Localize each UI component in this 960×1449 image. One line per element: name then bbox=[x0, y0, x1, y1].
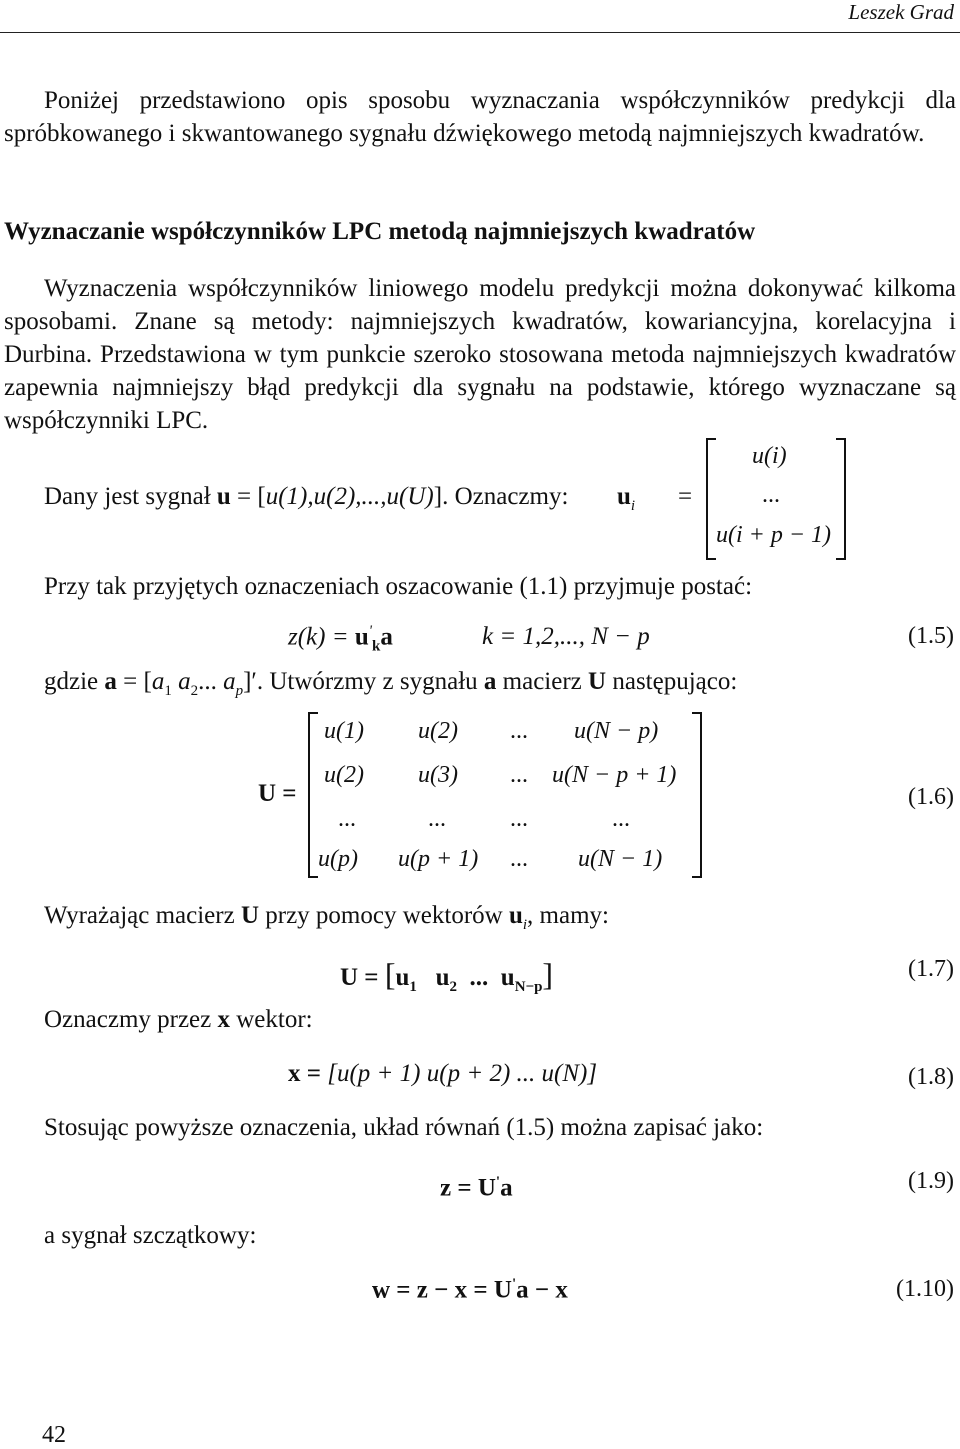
matrix-cell: u(N − p) bbox=[574, 718, 659, 744]
sub: 1 bbox=[164, 683, 172, 699]
matrix-cell: ... bbox=[510, 762, 528, 788]
intro-paragraph: Poniżej przedstawiono opis sposobu wyznaczania współczynników predykcji dla spróbkowanego i skwantowanego sygnału dźwiękowego metodą najmniejszych kwadratów. bbox=[4, 87, 956, 147]
bold-u: u bbox=[508, 902, 523, 929]
matrix-cell: u(3) bbox=[418, 762, 458, 788]
sygnal-line: a sygnał szczątkowy: bbox=[44, 1222, 257, 1249]
wyrazajac-line bbox=[44, 902, 609, 934]
text-fragment: = [ bbox=[116, 668, 152, 695]
text-fragment: Wyrażając macierz bbox=[44, 902, 241, 929]
ap: a bbox=[223, 668, 236, 695]
matrix-cell: u(2) bbox=[324, 762, 364, 788]
vector-entry: u(i) bbox=[752, 443, 787, 469]
paragraph-methods: Wyznaczenia współczynników liniowego modelu predykcji można dokonywać kilkoma sposobami. Znane są metody: najmniejszych kwadratów, kowariancyjna, korelacyjna i Durbina. Przedstawiona w tym punkcie szeroko stosowana metoda najmniejszych kwadratów zapewnia najmniejszy błąd predykcji dla sygnału na podstawie, którego wyznaczane są współczynniki LPC. bbox=[4, 275, 956, 434]
ui-label bbox=[617, 483, 635, 515]
eq-lhs: U = bbox=[340, 964, 379, 991]
eq-lhs: z(k) = bbox=[288, 623, 355, 651]
right-bracket bbox=[692, 712, 702, 878]
eq-lhs: x = bbox=[288, 1060, 321, 1087]
column-vector: u bbox=[395, 964, 410, 991]
bold-u: u bbox=[617, 483, 631, 510]
left-bracket bbox=[706, 438, 716, 560]
eq-1-7: $U = [u_1$ $u_2$ ... $u_{N-p}$] bbox=[340, 956, 554, 995]
vector-entry: u(i + p − 1) bbox=[716, 522, 832, 548]
bold-a: a bbox=[380, 623, 393, 651]
page-number: 42 bbox=[42, 1422, 66, 1448]
section-title: Wyznaczanie współczynników LPC metodą najmniejszych kwadratów bbox=[4, 218, 756, 245]
matrix-cell: u(1) bbox=[324, 718, 364, 744]
subscript-i: i bbox=[522, 917, 528, 933]
eq-lhs: w = z − x = U bbox=[372, 1276, 512, 1304]
prime: ' bbox=[495, 1174, 501, 1190]
paragraph-przy: Przy tak przyjętych oznaczeniach oszacowanie (1.1) przyjmuje postać: bbox=[44, 573, 753, 600]
text-fragment: , mamy: bbox=[527, 902, 609, 929]
eq-1-9 bbox=[440, 1174, 513, 1202]
signal-sequence: u(1),u(2),...,u(U) bbox=[265, 483, 434, 510]
equation-number: (1.9) bbox=[908, 1168, 954, 1194]
eq-lhs: z = bbox=[440, 1174, 478, 1202]
eq-rest: a − x bbox=[516, 1276, 568, 1304]
running-header: Leszek Grad bbox=[848, 0, 954, 24]
header-rule bbox=[0, 32, 960, 33]
text-fragment: przy pomocy wektorów bbox=[259, 902, 509, 929]
dots: ... bbox=[198, 668, 224, 695]
eq-1-5 bbox=[288, 623, 393, 655]
matrix-cell: ... bbox=[428, 806, 446, 832]
matrix-cell: ... bbox=[510, 806, 528, 832]
equals-sign: = bbox=[678, 483, 693, 510]
equation-number: (1.6) bbox=[908, 784, 954, 810]
prime: ' bbox=[368, 623, 372, 639]
matrix-U-label: U = bbox=[258, 780, 297, 807]
matrix-cell: ... bbox=[510, 718, 528, 744]
a1: a bbox=[151, 668, 165, 695]
column-vector: u bbox=[435, 964, 450, 991]
stosujac-line: Stosując powyższe oznaczenia, układ równań (1.5) można zapisać jako: bbox=[44, 1114, 764, 1141]
matrix-cell: u(2) bbox=[418, 718, 458, 744]
right-bracket bbox=[836, 438, 846, 560]
subscript-i: i bbox=[630, 498, 636, 514]
left-bracket bbox=[308, 712, 318, 878]
text-fragment: następująco: bbox=[606, 668, 738, 695]
bold-U: U bbox=[477, 1174, 496, 1202]
text-fragment: Dany jest sygnał bbox=[44, 483, 217, 510]
text-fragment: Oznaczmy przez bbox=[44, 1006, 218, 1033]
bold-a: a bbox=[104, 668, 117, 695]
text-fragment: macierz bbox=[496, 668, 589, 695]
text-fragment: gdzie bbox=[44, 668, 105, 695]
matrix-cell: ... bbox=[612, 806, 630, 832]
bold-a: a bbox=[483, 668, 497, 695]
sub: 1 bbox=[409, 979, 417, 995]
a2: a bbox=[178, 668, 191, 695]
matrix-cell: u(N − p + 1) bbox=[552, 762, 677, 788]
equation-number: (1.8) bbox=[908, 1064, 954, 1090]
signal-definition bbox=[44, 483, 568, 511]
matrix-cell: ... bbox=[510, 846, 528, 872]
bold-x: x bbox=[217, 1006, 230, 1033]
equation-number: (1.7) bbox=[908, 956, 954, 982]
sub: 2 bbox=[449, 979, 458, 995]
eq-1-8 bbox=[288, 1060, 597, 1088]
equation-number: (1.5) bbox=[908, 623, 954, 649]
dots: ... bbox=[469, 964, 489, 991]
bold-a: a bbox=[500, 1174, 513, 1202]
text-fragment: ]′. Utwórzmy z sygnału bbox=[243, 668, 484, 695]
matrix-cell: u(p) bbox=[318, 846, 358, 872]
bold-U: U bbox=[240, 902, 260, 929]
matrix-cell: u(p + 1) bbox=[398, 846, 479, 872]
prime: ' bbox=[511, 1276, 517, 1292]
bold-u: u bbox=[354, 623, 369, 651]
column-vector: u bbox=[500, 964, 515, 991]
matrix-cell: u(N − 1) bbox=[578, 846, 663, 872]
bold-U: U bbox=[588, 668, 607, 695]
eq-1-10 bbox=[372, 1276, 568, 1304]
matrix-cell: ... bbox=[338, 806, 356, 832]
eq-body: [u(p + 1) u(p + 2) ... u(N)] bbox=[327, 1060, 598, 1087]
subscript-k: k bbox=[371, 638, 381, 655]
text-fragment: ]. Oznaczmy: bbox=[433, 483, 569, 510]
bold-u: u bbox=[216, 483, 231, 510]
gdzie-line bbox=[44, 668, 737, 700]
sub: 2 bbox=[190, 683, 199, 699]
text-fragment: = [ bbox=[230, 483, 266, 510]
oznaczmy-line bbox=[44, 1006, 313, 1034]
sub: N−p bbox=[514, 979, 543, 995]
eq-1-5-condition: k = 1,2,..., N − p bbox=[482, 623, 650, 650]
sub: p bbox=[235, 683, 244, 699]
text-fragment: wektor: bbox=[230, 1006, 313, 1033]
vector-entry: ... bbox=[762, 482, 780, 508]
equation-number: (1.10) bbox=[896, 1276, 954, 1302]
